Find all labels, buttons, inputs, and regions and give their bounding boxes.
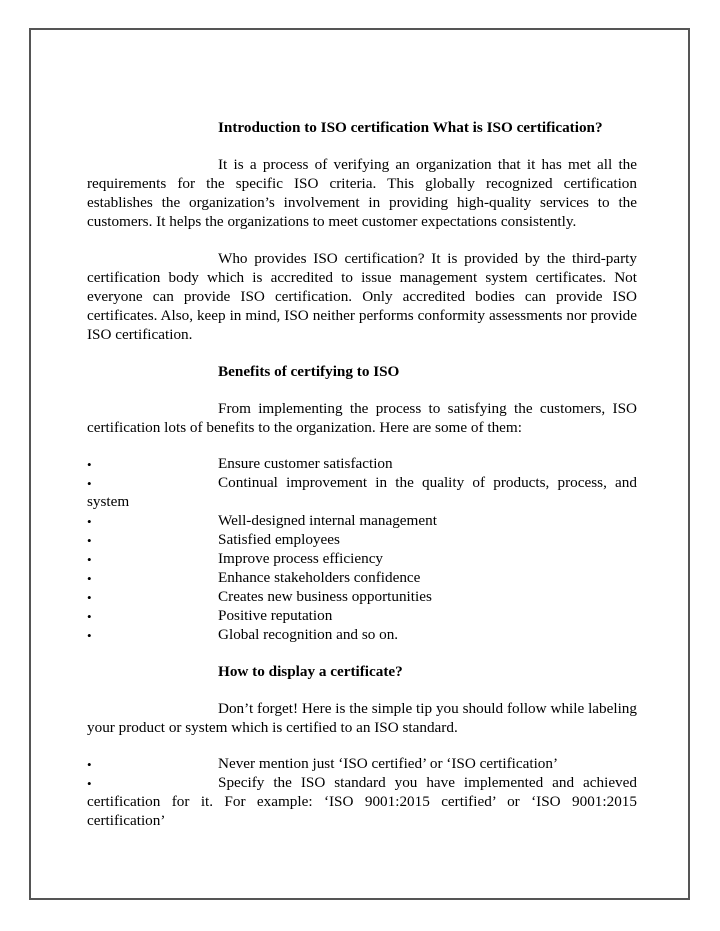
list-item: • Positive reputation — [87, 606, 637, 625]
list-item: • Specify the ISO standard you have implemented and achieved certification for it. For example: ‘ISO 9001:2015 certified’ or ‘ISO 9001:2015 certification’ — [87, 773, 637, 830]
list-item: • Satisfied employees — [87, 530, 637, 549]
display-paragraph: Don’t forget! Here is the simple tip you should follow while labeling your product or system which is certified to an ISO standard. — [87, 700, 637, 736]
list-item: • Continual improvement in the quality of products, process, and system — [87, 473, 637, 511]
list-item: • Never mention just ‘ISO certified’ or ‘ISO certification’ — [87, 754, 637, 773]
list-item: • Improve process efficiency — [87, 549, 637, 568]
intro-paragraph-2: Who provides ISO certification? It is provided by the third-party certification body which is accredited to issue management system certificates. Not everyone can provide ISO certification. Only accredited bodies can provide ISO certificates. Also, keep in mind, ISO neither performs conformity assessments nor provide ISO certification. — [87, 250, 637, 343]
document-page — [29, 28, 690, 900]
benefits-heading: Benefits of certifying to ISO — [218, 363, 400, 380]
list-item: • Global recognition and so on. — [87, 625, 637, 644]
list-item: • Creates new business opportunities — [87, 587, 637, 606]
benefits-list — [87, 454, 637, 644]
benefits-paragraph: From implementing the process to satisfying the customers, ISO certification lots of benefits to the organization. Here are some of them: — [87, 400, 637, 436]
list-item: • Enhance stakeholders confidence — [87, 568, 637, 587]
list-item: • Ensure customer satisfaction — [87, 454, 637, 473]
document-body — [87, 118, 637, 830]
intro-heading: Introduction to ISO certification What is ISO certification? — [218, 119, 603, 136]
display-heading: How to display a certificate? — [218, 663, 403, 680]
intro-paragraph-1: It is a process of verifying an organization that it has met all the requirements for the specific ISO criteria. This globally recognized certification establishes the organization’s involvement in providing high-quality services to the customers. It helps the organizations to meet customer expectations consistently. — [87, 156, 637, 230]
list-item: • Well-designed internal management — [87, 511, 637, 530]
display-list — [87, 754, 637, 830]
